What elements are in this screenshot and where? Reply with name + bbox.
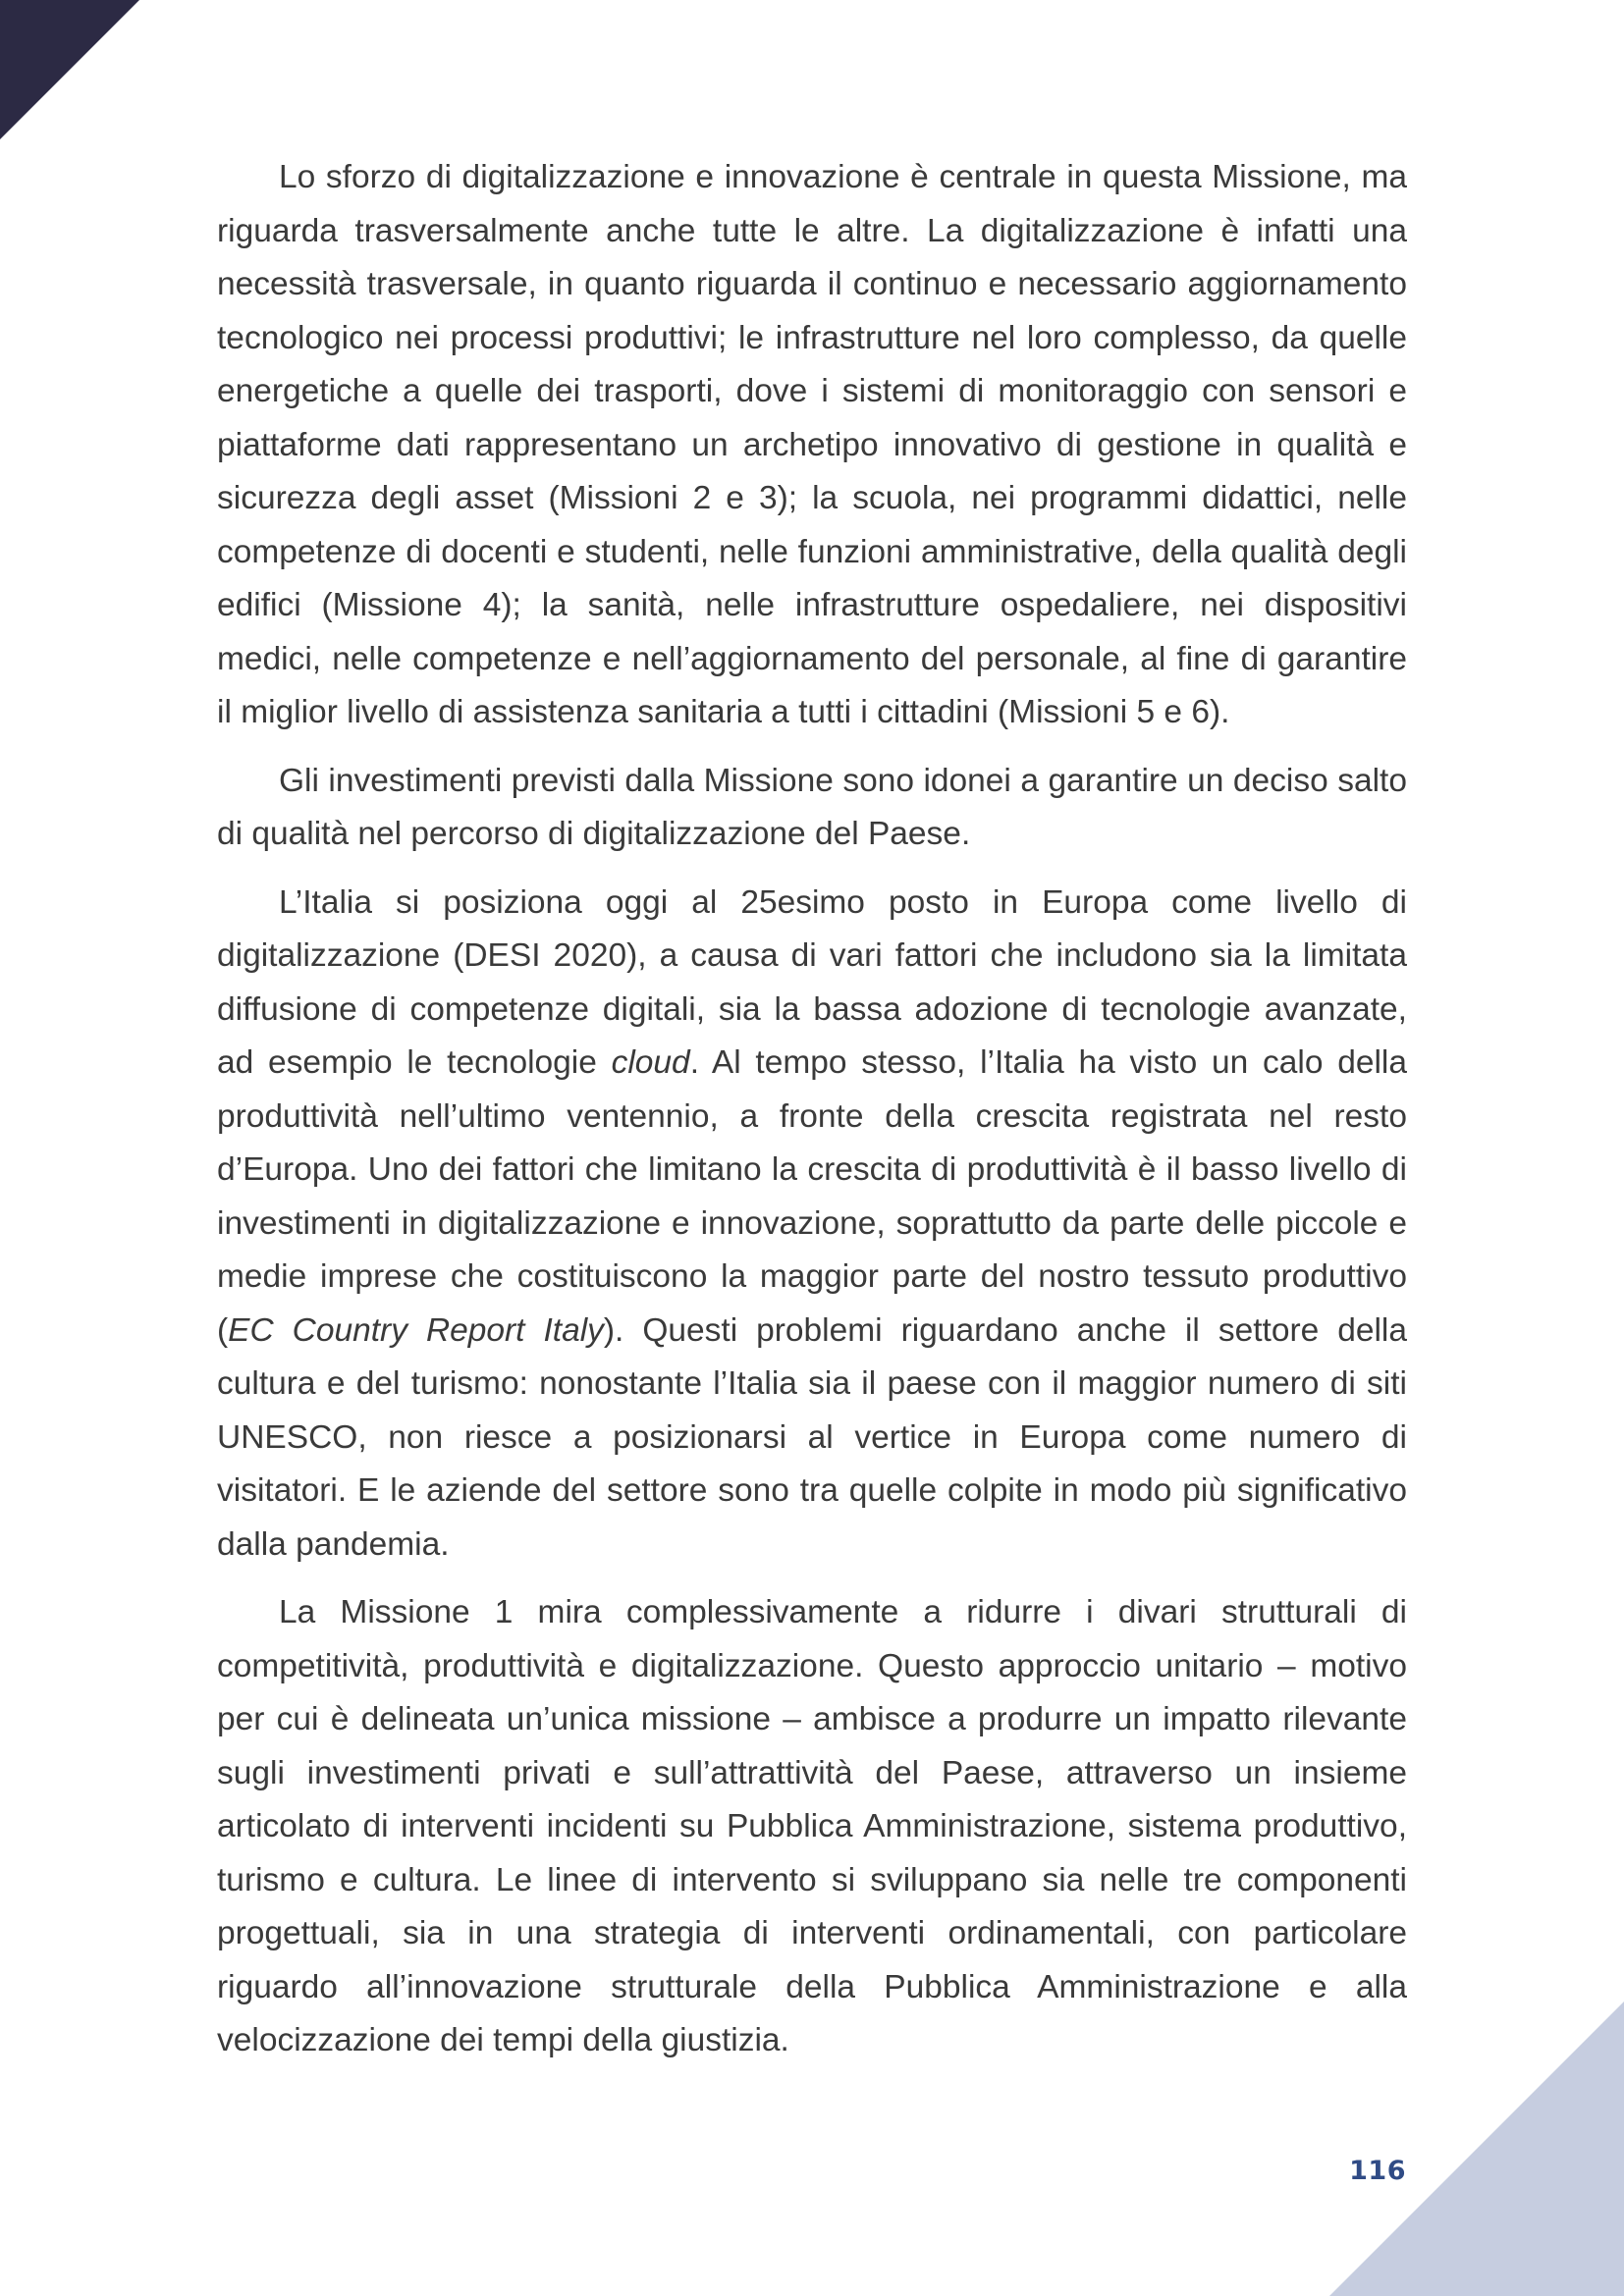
- page-number: 116: [1349, 2156, 1406, 2186]
- paragraph-1-text: Lo sforzo di digitalizzazione e innovazione è centrale in questa Missione, ma riguarda trasversalmente anche tutte le altre. La digitalizzazione è infatti una necessità trasversale, in quanto riguarda il continuo e necessario aggiornamento tecnologico nei processi produttivi; le infrastrutture nel loro complesso, da quelle energetiche a quelle dei trasporti, dove i sistemi di monitoraggio con sensori e piattaforme dati rappresentano un archetipo innovativo di gestione in qualità e sicurezza degli asset (Missioni 2 e 3); la scuola, nei programmi didattici, nelle competenze di docenti e studenti, nelle funzioni amministrative, della qualità degli edifici (Missione 4); la sanità, nelle infrastrutture ospedaliere, nei dispositivi medici, nelle competenze e nell’aggiornamento del personale, al fine di garantire il miglior livello di assistenza sanitaria a tutti i cittadini (Missioni 5 e 6).: [217, 159, 1407, 730]
- paragraph-2-text: Gli investimenti previsti dalla Missione sono idonei a garantire un deciso salto di qualità nel percorso di digitalizzazione del Paese.: [217, 762, 1407, 852]
- document-body: [217, 151, 1407, 2083]
- paragraph-4-text: La Missione 1 mira complessivamente a ridurre i divari strutturali di competitività, produttività e digitalizzazione. Questo approccio unitario – motivo per cui è delineata un’unica missione – ambisce a produrre un impatto rilevante sugli investimenti privati e sull’attrattività del Paese, attraverso un insieme articolato di interventi incidenti su Pubblica Amministrazione, sistema produttivo, turismo e cultura. Le linee di intervento si sviluppano sia nelle tre componenti progettuali, sia in una strategia di interventi ordinamentali, con particolare riguardo all’innovazione strutturale della Pubblica Amministrazione e alla velocizzazione dei tempi della giustizia.: [217, 1594, 1407, 2058]
- paragraph-3-italic-cloud: cloud: [611, 1044, 690, 1081]
- paragraph-3: [217, 877, 1407, 1573]
- paragraph-3-italic-report: EC Country Report Italy: [228, 1311, 604, 1349]
- corner-decoration-top-left: [0, 0, 139, 139]
- paragraph-3-text-c: ). Questi problemi riguardano anche il settore della cultura e del turismo: nonostante l’Italia sia il paese con il maggior numero di siti UNESCO, non riesce a posizionarsi al vertice in Europa come numero di visitatori. E le aziende del settore sono tra quelle colpite in modo più significativo dalla pandemia.: [217, 1311, 1407, 1563]
- paragraph-4: [217, 1586, 1407, 2068]
- paragraph-3-text-b: . Al tempo stesso, l’Italia ha visto un calo della produttività nell’ultimo ventennio, a fronte della crescita registrata nel resto d’Europa. Uno dei fattori che limitano la crescita di produttività è il basso livello di investimenti in digitalizzazione e innovazione, soprattutto da parte delle piccole e medie imprese che costituiscono la maggior parte del nostro tessuto produttivo (: [217, 1044, 1407, 1349]
- paragraph-1: [217, 151, 1407, 740]
- paragraph-3-text-a: L’Italia si posiziona oggi al 25esimo posto in Europa come livello di digitalizzazione (DESI 2020), a causa di vari fattori che includono sia la limitata diffusione di competenze digitali, sia la bassa adozione di tecnologie avanzate, ad esempio le tecnologie: [217, 883, 1407, 1081]
- paragraph-2: [217, 755, 1407, 862]
